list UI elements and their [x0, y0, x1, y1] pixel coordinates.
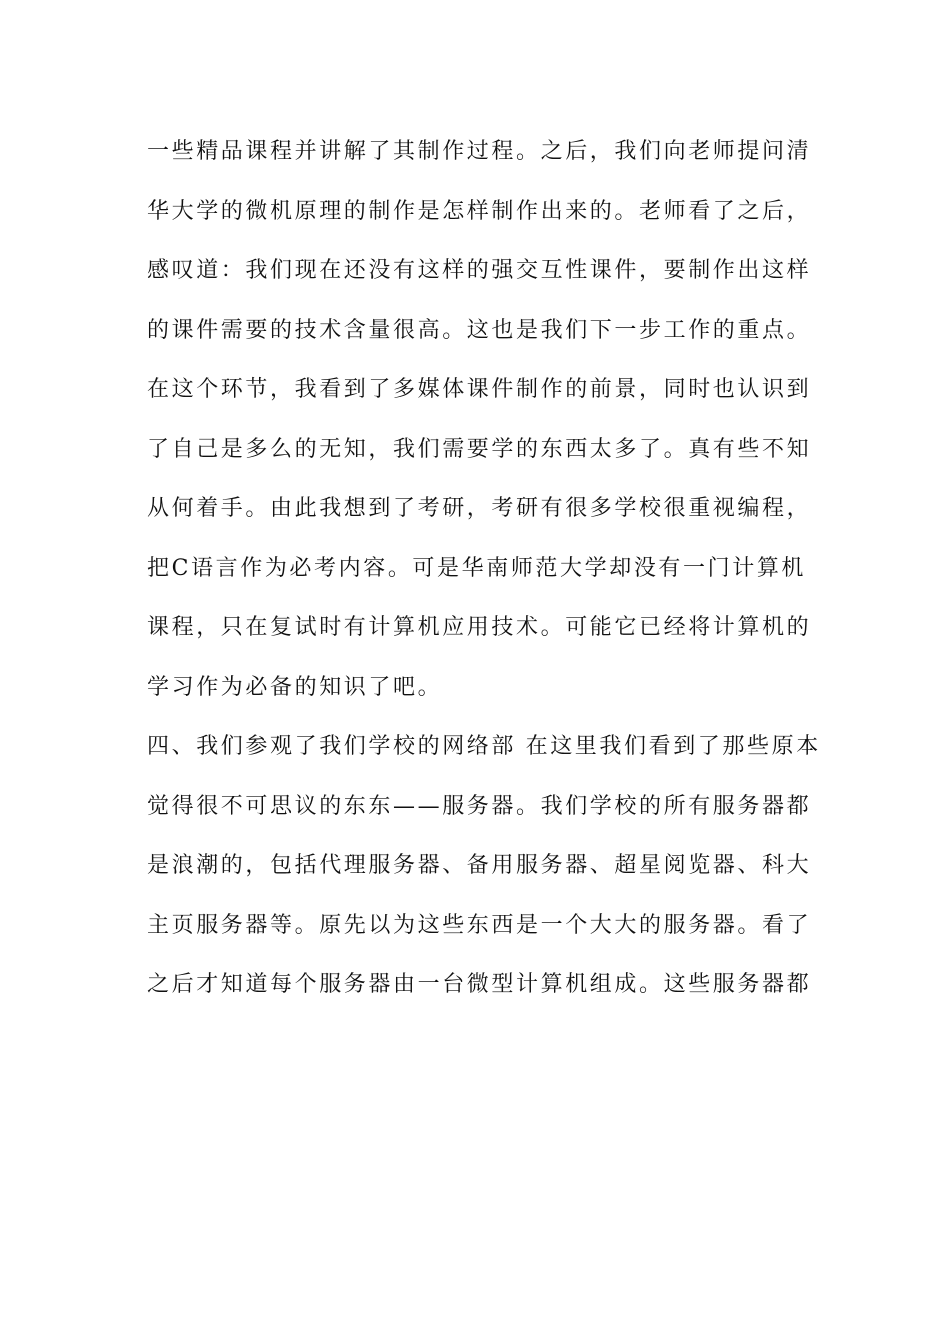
text-line: 在这个环节，我看到了多媒体课件制作的前景，同时也认识到: [147, 377, 812, 402]
text-line: 是浪潮的，包括代理服务器、备用服务器、超星阅览器、科大: [147, 853, 812, 878]
text-line: 从何着手。由此我想到了考研，考研有很多学校很重视编程，: [147, 496, 812, 521]
body-text: [147, 128, 821, 1021]
text-line: 华大学的微机原理的制作是怎样制作出来的。老师看了之后，: [147, 198, 812, 224]
text-line: 了自己是多么的无知，我们需要学的东西太多了。真有些不知: [147, 436, 812, 462]
text-line: 课程，只在复试时有计算机应用技术。可能它已经将计算机的: [147, 615, 812, 640]
text-line: 感叹道：我们现在还没有这样的强交互性课件，要制作出这样: [147, 258, 812, 283]
text-line: 把C语言作为必考内容。可是华南师范大学却没有一门计算机: [147, 555, 807, 581]
text-line: 的课件需要的技术含量很高。这也是我们下一步工作的重点。: [147, 317, 812, 343]
text-line: 之后才知道每个服务器由一台微型计算机组成。这些服务器都: [147, 972, 812, 997]
text-line: 一些精品课程并讲解了其制作过程。之后，我们向老师提问清: [147, 139, 812, 164]
text-line: 四、我们参观了我们学校的网络部 在这里我们看到了那些原本: [147, 734, 821, 759]
text-line: 学习作为必备的知识了吧。: [147, 674, 443, 700]
text-line: 觉得很不可思议的东东——服务器。我们学校的所有服务器都: [147, 793, 812, 819]
text-line: 主页服务器等。原先以为这些东西是一个大大的服务器。看了: [147, 912, 812, 938]
